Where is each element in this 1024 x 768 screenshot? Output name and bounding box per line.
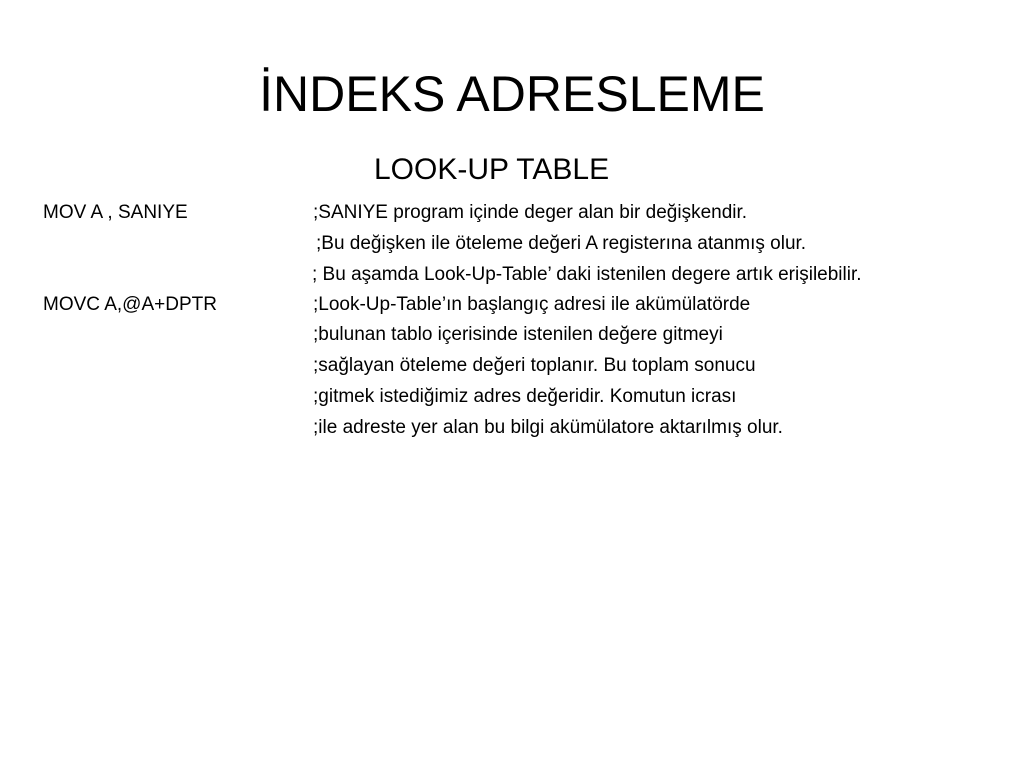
- instruction-2: MOVC A,@A+DPTR: [43, 294, 217, 315]
- instruction-1: MOV A , SANIYE: [43, 202, 188, 223]
- comment-1: ;SANIYE program içinde deger alan bir değişkendir.: [313, 202, 748, 223]
- comment-8: ;ile adreste yer alan bu bilgi akümülatore aktarılmış olur.: [313, 417, 783, 438]
- comment-3: ; Bu aşamda Look-Up-Table’ daki istenilen degere artık erişilebilir.: [312, 264, 862, 285]
- comment-5: ;bulunan tablo içerisinde istenilen değere gitmeyi: [313, 324, 723, 345]
- comment-4: ;Look-Up-Table’ın başlangıç adresi ile akümülatörde: [313, 294, 751, 315]
- comment-7: ;gitmek istediğimiz adres değeridir. Komutun icrası: [313, 386, 737, 407]
- slide-subtitle: LOOK-UP TABLE: [374, 153, 610, 186]
- comment-6: ;sağlayan öteleme değeri toplanır. Bu toplam sonucu: [313, 355, 756, 376]
- comment-2: ;Bu değişken ile öteleme değeri A registerına atanmış olur.: [316, 233, 807, 254]
- slide-title: İNDEKS ADRESLEME: [259, 66, 765, 122]
